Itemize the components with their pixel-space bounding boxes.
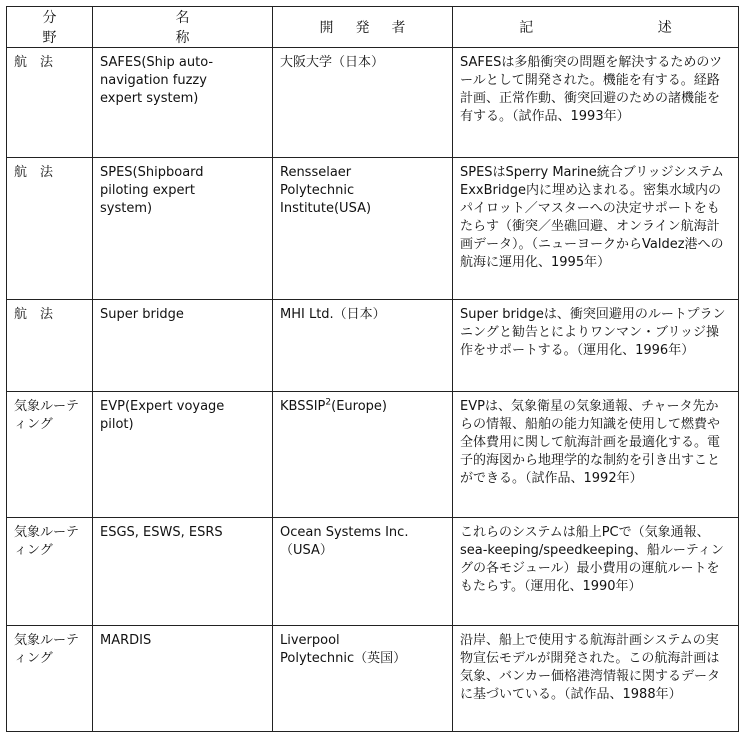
- description-cell: 沿岸、船上で使用する航海計画システムの実物宣伝モデルが開発された。この航海計画は気象、バンカー価格港湾情報に関するデータに基づいている。（試作品、1988年）: [453, 626, 739, 732]
- developer-name: KBSSIP: [280, 399, 326, 414]
- developer-region: (Europe): [331, 399, 387, 414]
- field-cell: 航 法: [7, 158, 93, 300]
- header-row: [7, 7, 739, 48]
- field-cell: 気象ルーティング: [7, 392, 93, 518]
- description-cell: SAFESは多船衝突の問題を解決するためのツールとして開発された。機能を有する。経路計画、正常作動、衝突回避のための諸機能を有する。（試作品、1993年）: [453, 48, 739, 158]
- name-cell: Super bridge: [93, 300, 273, 392]
- field-cell: 気象ルーティング: [7, 626, 93, 732]
- developer-cell: Rensselaer Polytechnic Institute(USA): [273, 158, 453, 300]
- systems-table: [6, 6, 739, 732]
- developer-cell: Ocean Systems Inc. （USA）: [273, 518, 453, 626]
- table-row: [7, 518, 739, 626]
- developer-cell: Liverpool Polytechnic（英国）: [273, 626, 453, 732]
- field-cell: 気象ルーティング: [7, 518, 93, 626]
- table-row: [7, 48, 739, 158]
- description-cell: Super bridgeは、衝突回避用のルートプランニングと勧告とによりワンマン・ブリッジ操作をサポートする。（運用化、1996年）: [453, 300, 739, 392]
- name-cell: EVP(Expert voyage pilot): [93, 392, 273, 518]
- table-row: [7, 392, 739, 518]
- developer-cell: [273, 392, 453, 518]
- table-row: [7, 626, 739, 732]
- name-cell: MARDIS: [93, 626, 273, 732]
- header-description: 記 述: [453, 7, 739, 48]
- header-developer: 開発者: [273, 7, 453, 48]
- table-row: [7, 300, 739, 392]
- developer-cell: 大阪大学（日本）: [273, 48, 453, 158]
- header-field: 分 野: [7, 7, 93, 48]
- developer-cell: MHI Ltd.（日本）: [273, 300, 453, 392]
- name-cell: SAFES(Ship auto- navigation fuzzy expert system): [93, 48, 273, 158]
- developer-superscript: 2: [325, 397, 332, 408]
- name-cell: SPES(Shipboard piloting expert system): [93, 158, 273, 300]
- description-cell: これらのシステムは船上PCで（気象通報、sea-keeping/speedkeeping、船ルーティングの各モジュール）最小費用の運航ルートをもたらす。（運用化、1990年）: [453, 518, 739, 626]
- field-cell: 航 法: [7, 300, 93, 392]
- description-cell: EVPは、気象衛星の気象通報、チャータ先からの情報、船舶の能力知識を使用して燃費や全体費用に関して航海計画を最適化する。電子的海図から地理学的な制約を引き出すことができる。（試作品、1992年）: [453, 392, 739, 518]
- header-name: 名 称: [93, 7, 273, 48]
- description-cell: SPESはSperry Marine統合ブリッジシステムExxBridge内に埋め込まれる。密集水域内のパイロット／マスターへの決定サポートをもたらす（衝突／坐礁回避、オンライン航海計画データ）。（ニューヨークからValdez港への航海に運用化、1995年）: [453, 158, 739, 300]
- field-cell: 航 法: [7, 48, 93, 158]
- name-cell: ESGS, ESWS, ESRS: [93, 518, 273, 626]
- table-row: [7, 158, 739, 300]
